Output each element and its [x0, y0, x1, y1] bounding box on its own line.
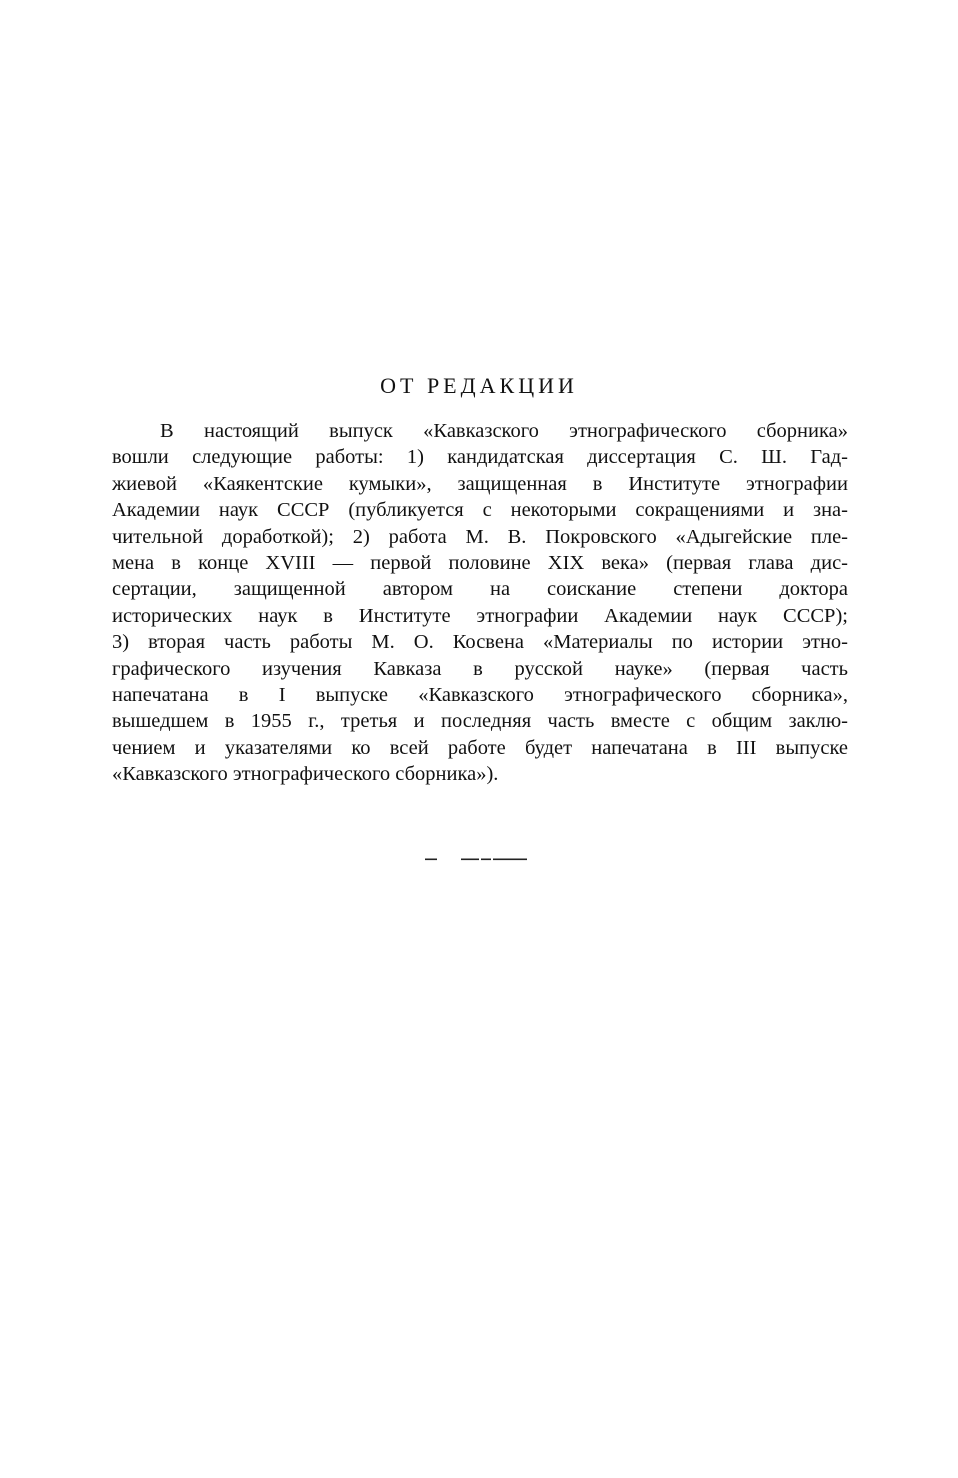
paragraph-line: напечатана в I выпуске «Кавказского этнографического сборника», [112, 684, 848, 707]
paragraph-line: 3) вторая часть работы М. О. Косвена «Материалы по истории этно- [112, 631, 848, 654]
editorial-paragraph [112, 418, 848, 788]
paragraph-line: графического изучения Кавказа в русской науке» (первая часть [112, 657, 848, 680]
paragraph-line: вошли следующие работы: 1) кандидатская диссертация С. Ш. Гад- [112, 446, 848, 469]
section-end-rule [425, 857, 529, 861]
paragraph-line: Академии наук СССР (публикуется с некоторыми сокращениями и зна- [112, 499, 848, 522]
paragraph-line: жиевой «Каякентские кумыки», защищенная в Институте этнографии [112, 472, 848, 495]
paragraph-line: чительной доработкой); 2) работа М. В. Покровского «Адыгейские пле- [112, 525, 848, 548]
paragraph-line: В настоящий выпуск «Кавказского этнографического сборника» [160, 420, 848, 442]
page-title: ОТ РЕДАКЦИИ [380, 373, 578, 398]
paragraph-line: сертации, защищенной автором на соискание степени доктора [112, 578, 848, 601]
paragraph-line: исторических наук в Институте этнографии Академии наук СССР); [112, 604, 848, 627]
paragraph-line: «Кавказского этнографического сборника»). [112, 763, 499, 786]
paragraph-line: мена в конце XVIII — первой половине XIX века» (первая глава дис- [112, 552, 848, 575]
paragraph-line: чением и указателями ко всей работе будет напечатана в III выпуске [112, 736, 848, 759]
paragraph-line: вышедшем в 1955 г., третья и последняя часть вместе с общим заклю- [112, 710, 848, 733]
